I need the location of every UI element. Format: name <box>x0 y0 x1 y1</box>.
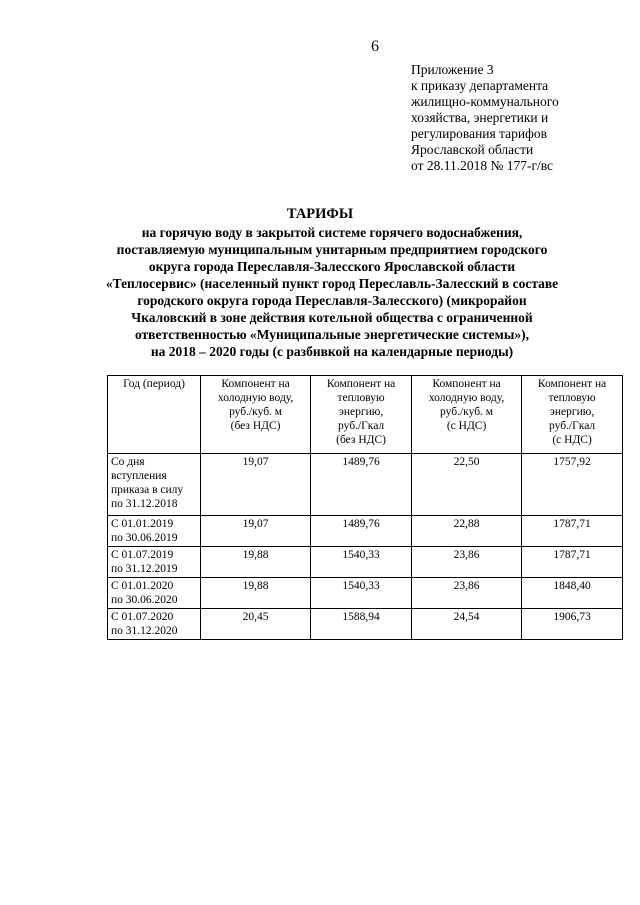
cell-period <box>108 454 201 516</box>
subtitle-line: ответственностью «Муниципальные энергетические системы»), <box>134 327 530 342</box>
cell-line: вступления <box>111 470 167 482</box>
appendix-line: Приложение 3 <box>411 62 494 77</box>
table-row <box>108 578 623 609</box>
table-row <box>108 609 623 640</box>
header-period <box>108 376 201 454</box>
cell-period <box>108 547 201 578</box>
cell-heat-no-vat: 1540,33 <box>311 547 412 578</box>
cell-line: приказа в силу <box>111 484 184 496</box>
table-row <box>108 516 623 547</box>
cell-line: С 01.01.2020 <box>111 580 174 592</box>
cell-heat-vat: 1757,92 <box>522 454 623 516</box>
cell-line: руб./куб. м <box>229 406 283 418</box>
cell-line: (с НДС) <box>446 420 487 432</box>
cell-cold-water-no-vat: 19,07 <box>201 454 311 516</box>
cell-period <box>108 609 201 640</box>
cell-line: С 01.07.2019 <box>111 549 174 561</box>
cell-line: по 31.12.2018 <box>111 498 178 510</box>
page-number: 6 <box>371 38 379 55</box>
document-title: ТАРИФЫ <box>286 206 354 222</box>
cell-line: Год (период) <box>123 378 185 390</box>
subtitle-line: Чкаловский в зоне действия котельной общества с ограниченной <box>131 310 533 325</box>
cell-line: по 30.06.2019 <box>111 532 178 544</box>
cell-line: (без НДС) <box>230 420 281 432</box>
cell-cold-water-vat: 22,88 <box>411 516 521 547</box>
cell-heat-vat: 1787,71 <box>522 547 623 578</box>
subtitle-line: на горячую воду в закрытой системе горячего водоснабжения, <box>141 225 523 240</box>
table-row <box>108 547 623 578</box>
header-cold-water-vat <box>411 376 521 454</box>
cell-line: (без НДС) <box>336 434 386 446</box>
cell-heat-no-vat: 1588,94 <box>311 609 412 640</box>
cell-line: Компонент на <box>537 378 607 390</box>
appendix-line: от 28.11.2018 № 177-г/вс <box>411 158 554 173</box>
cell-line: Компонент на <box>221 378 290 390</box>
subtitle-line: округа города Переславля-Залесского Ярославской области <box>148 259 516 274</box>
cell-cold-water-no-vat: 19,07 <box>201 516 311 547</box>
cell-line: по 31.12.2020 <box>111 625 178 637</box>
cell-line: Компонент на <box>326 378 396 390</box>
cell-line: С 01.07.2020 <box>111 611 174 623</box>
cell-cold-water-vat: 24,54 <box>411 609 521 640</box>
cell-heat-vat: 1848,40 <box>522 578 623 609</box>
cell-line: тепловую <box>548 392 596 404</box>
cell-heat-no-vat: 1489,76 <box>311 454 412 516</box>
subtitle-line: поставляемую муниципальным унитарным предприятием городского <box>116 242 548 257</box>
appendix-line: регулирования тарифов <box>411 126 548 141</box>
cell-period <box>108 578 201 609</box>
cell-line: Со дня <box>111 456 145 468</box>
appendix-line: жилищно-коммунального <box>411 94 559 109</box>
appendix-line: к приказу департамента <box>411 78 549 93</box>
cell-heat-vat: 1787,71 <box>522 516 623 547</box>
cell-line: энергию, <box>338 406 384 418</box>
cell-line: С 01.01.2019 <box>111 518 174 530</box>
appendix-line: Ярославской области <box>411 142 534 157</box>
header-cold-water-no-vat <box>201 376 311 454</box>
cell-cold-water-no-vat: 20,45 <box>201 609 311 640</box>
cell-line: по 31.12.2019 <box>111 563 178 575</box>
subtitle-line: городского округа города Переславля-Залесского) (микрорайон <box>137 293 527 308</box>
cell-line: Компонент на <box>432 378 501 390</box>
cell-heat-no-vat: 1489,76 <box>311 516 412 547</box>
cell-heat-vat: 1906,73 <box>522 609 623 640</box>
cell-line: руб./куб. м <box>440 406 494 418</box>
cell-cold-water-vat: 22,50 <box>411 454 521 516</box>
cell-cold-water-vat: 23,86 <box>411 547 521 578</box>
table-row <box>108 454 623 516</box>
cell-line: руб./Гкал <box>549 420 596 432</box>
cell-line: энергию, <box>549 406 595 418</box>
cell-line: руб./Гкал <box>338 420 385 432</box>
cell-cold-water-no-vat: 19,88 <box>201 578 311 609</box>
cell-line: по 30.06.2020 <box>111 594 178 606</box>
tariff-table <box>107 375 623 640</box>
cell-line: (с НДС) <box>552 434 592 446</box>
cell-line: тепловую <box>337 392 385 404</box>
cell-cold-water-no-vat: 19,88 <box>201 547 311 578</box>
header-heat-vat <box>522 376 623 454</box>
document-subtitle <box>95 224 569 360</box>
cell-line: холодную воду, <box>428 392 505 404</box>
cell-cold-water-vat: 23,86 <box>411 578 521 609</box>
header-heat-no-vat <box>311 376 412 454</box>
table-header-row <box>108 376 623 454</box>
appendix-block <box>411 62 559 174</box>
subtitle-line: на 2018 – 2020 годы (с разбивкой на календарные периоды) <box>150 344 514 359</box>
cell-line: холодную воду, <box>217 392 294 404</box>
cell-period <box>108 516 201 547</box>
cell-heat-no-vat: 1540,33 <box>311 578 412 609</box>
appendix-line: хозяйства, энергетики и <box>411 110 549 125</box>
subtitle-line: «Теплосервис» (населенный пункт город Переславль-Залесский в составе <box>105 276 559 291</box>
